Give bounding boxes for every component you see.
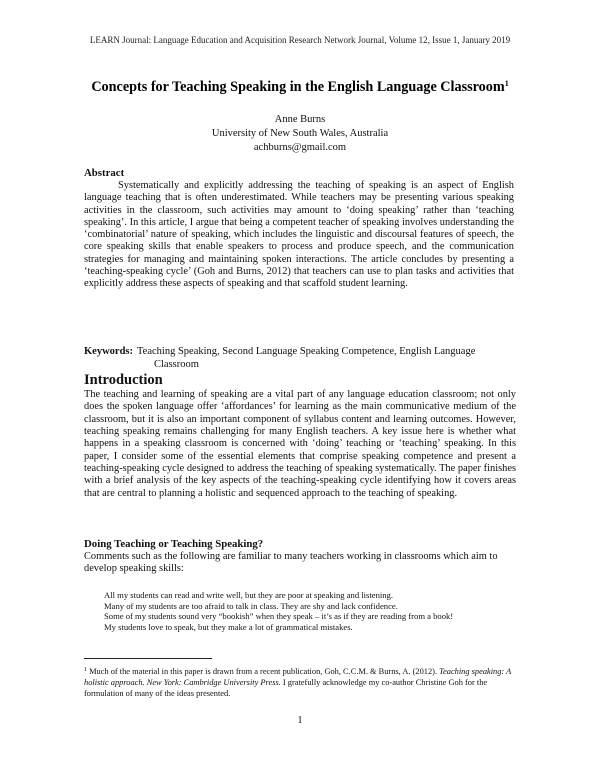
- quote-list: [104, 590, 524, 632]
- quote-item: All my students can read and write well, but they are poor at speaking and listening.: [104, 590, 394, 600]
- quote-item: Some of my students sound very “bookish” when they speak – it’s as if they are reading from a book!: [104, 611, 454, 622]
- paper-title: [0, 79, 600, 96]
- footnote-text: Much of the material in this paper is drawn from a recent publication, Goh, C.C.M. & Burns, A. (2012).: [89, 667, 438, 676]
- author-name: Anne Burns: [274, 114, 326, 125]
- footnote-acknowledgement: I gratefully acknowledge my co-author Christine Goh for the formulation of many of the ideas presented.: [84, 678, 488, 698]
- keywords-line-2: Classroom: [154, 358, 199, 370]
- footnote-citation-title: Teaching speaking: A holistic approach. New York: Cambridge University Press.: [84, 667, 512, 687]
- introduction-text: The teaching and learning of speaking are a vital part of any language education classroom; not only does the spoken language offer ‘affordances’ for learning as the main communicative medium of the classroom, but it is also an important component of syllabus content and learning outcomes. However, teaching speaking remains challenging for many English teachers. A key issue here is whether what happens in a speaking classroom is concerned with ‘doing’ teaching or ‘teaching’ speaking. In this paper, I consider some of the essential elements that comprise speaking competence and present a teaching-speaking cycle designed to address the teaching of speaking systematically. The paper finishes with a brief analysis of the key aspects of the teaching-speaking cycle identifying how it covers areas that are central to planning a holistic and sequenced approach to the teaching of speaking.: [84, 389, 516, 499]
- footnote: [84, 665, 514, 699]
- author-email[interactable]: achburns@gmail.com: [253, 142, 347, 153]
- abstract-heading: Abstract: [84, 167, 125, 179]
- quote-item: My students love to speak, but they make a lot of grammatical mistakes.: [104, 621, 353, 632]
- section-text: Comments such as the following are familiar to many teachers working in classrooms which aim to develop speaking skills:: [84, 551, 498, 575]
- running-head: LEARN Journal: Language Education and Acquisition Research Network Journal, Volume 12, Issue 1, January 2019: [89, 35, 511, 45]
- page-number: 1: [297, 715, 303, 726]
- title-text: Concepts for Teaching Speaking in the English Language Classroom: [91, 79, 505, 95]
- author-block: [0, 113, 600, 155]
- quote-item: Many of my students are too afraid to talk in class. They are shy and lack confidence.: [104, 600, 398, 611]
- introduction-heading: Introduction: [84, 372, 163, 388]
- footnote-divider: [84, 658, 212, 659]
- section-heading: Doing Teaching or Teaching Speaking?: [84, 538, 264, 550]
- keywords: [84, 346, 524, 371]
- title-footnote-marker[interactable]: 1: [504, 79, 509, 88]
- abstract-text: Systematically and explicitly addressing the teaching of speaking is an aspect of English language teaching that is often underestimated. While teachers may be presenting various speaking activities in the classroom, such activities may amount to ‘doing speaking’ rather than ‘teaching speaking’. In this article, I argue that being a competent teacher of speaking involves understanding the ‘combinatorial’ nature of speaking, which includes the linguistic and discoursal features of speech, the core speaking skills that enable speakers to process and produce speech, and the communication strategies for managing and maintaining spoken interactions. The article concludes by presenting a ‘teaching-speaking cycle’ (Goh and Burns, 2012) that teachers can use to plan tasks and activities that explicitly address these aspects of speaking and that scaffold student learning.: [84, 180, 514, 290]
- keywords-line-1: Teaching Speaking, Second Language Speaking Competence, English Language: [137, 346, 476, 357]
- footnote-marker: 1: [84, 667, 87, 673]
- author-affiliation: University of New South Wales, Australia: [211, 128, 389, 139]
- keywords-label: Keywords:: [84, 346, 133, 357]
